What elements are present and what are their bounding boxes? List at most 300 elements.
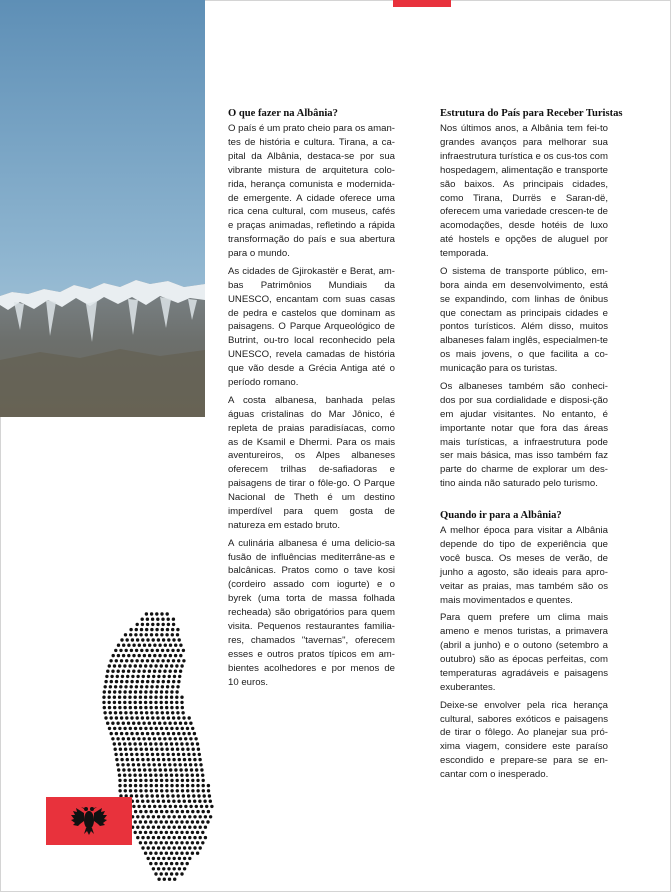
map-dot [117, 644, 120, 647]
map-dot [171, 794, 174, 797]
map-dot [157, 800, 160, 803]
map-dot [197, 748, 200, 751]
map-dot [179, 737, 182, 740]
map-dot [144, 831, 147, 834]
map-dot [150, 685, 153, 688]
map-dot [154, 831, 157, 834]
map-dot [159, 742, 162, 745]
map-dot [148, 805, 151, 808]
map-dot [149, 841, 152, 844]
map-dot [202, 784, 205, 787]
map-dot [160, 706, 163, 709]
map-dot [125, 659, 128, 662]
map-dot [141, 716, 144, 719]
map-dot [142, 722, 145, 725]
map-dot [175, 727, 178, 730]
map-dot [141, 623, 144, 626]
map-dot [166, 753, 169, 756]
map-dot [183, 846, 186, 849]
map-dot [118, 727, 121, 730]
map-dot [179, 722, 182, 725]
map-dot [175, 841, 178, 844]
map-dot [122, 722, 125, 725]
map-dot [155, 690, 158, 693]
map-dot [131, 638, 134, 641]
map-dot [164, 644, 167, 647]
map-dot [125, 716, 128, 719]
map-dot [106, 670, 109, 673]
section-heading-infrastructure: Estrutura do País para Receber Turistas [440, 108, 623, 119]
map-dot [126, 675, 129, 678]
map-dot [104, 716, 107, 719]
map-dot [165, 831, 168, 834]
map-dot [147, 763, 150, 766]
map-dot [180, 841, 183, 844]
map-dot [149, 727, 152, 730]
map-dot [149, 690, 152, 693]
map-dot [122, 670, 125, 673]
map-dot [141, 836, 144, 839]
map-dot [174, 737, 177, 740]
map-dot [128, 742, 131, 745]
map-dot [165, 742, 168, 745]
map-dot [155, 810, 158, 813]
map-dot [154, 820, 157, 823]
map-dot [191, 779, 194, 782]
map-dot [172, 659, 175, 662]
map-dot [189, 722, 192, 725]
map-dot [172, 618, 175, 621]
map-dot [162, 638, 165, 641]
map-dot [122, 737, 125, 740]
map-dot [181, 789, 184, 792]
map-dot [144, 841, 147, 844]
map-dot [137, 737, 140, 740]
map-dot [188, 836, 191, 839]
map-dot [198, 758, 201, 761]
map-dot [166, 685, 169, 688]
map-dot [146, 638, 149, 641]
map-dot [154, 701, 157, 704]
map-dot [204, 826, 207, 829]
map-dot [191, 841, 194, 844]
map-dot [179, 644, 182, 647]
map-dot [136, 716, 139, 719]
map-dot [196, 820, 199, 823]
map-dot [173, 836, 176, 839]
map-dot [129, 711, 132, 714]
map-dot [122, 654, 125, 657]
paragraph: Deixe-se envolver pela rica herança cultural, sabores exóticos e paisagens de tirar o fôlego. Ao planejar sua pró-xima viagem, considere este paraíso escondido e prepare-se para se en-cantar com o inesperado. [440, 699, 608, 781]
map-dot [139, 701, 142, 704]
map-dot [154, 872, 157, 875]
map-dot [181, 810, 184, 813]
map-dot [168, 878, 171, 881]
map-dot [139, 831, 142, 834]
map-dot [142, 737, 145, 740]
map-dot [175, 820, 178, 823]
map-dot [171, 685, 174, 688]
map-dot [123, 727, 126, 730]
map-dot [171, 628, 174, 631]
map-dot [183, 815, 186, 818]
map-dot [115, 659, 118, 662]
map-dot [161, 628, 164, 631]
map-dot [162, 857, 165, 860]
map-dot [152, 867, 155, 870]
map-dot [177, 794, 180, 797]
map-dot [134, 784, 137, 787]
map-dot [139, 841, 142, 844]
map-dot [113, 690, 116, 693]
map-dot [146, 753, 149, 756]
map-dot [154, 852, 157, 855]
map-dot [188, 826, 191, 829]
map-dot [181, 748, 184, 751]
map-dot [193, 846, 196, 849]
map-dot [157, 867, 160, 870]
map-dot [156, 680, 159, 683]
map-dot [160, 862, 163, 865]
map-dot [155, 706, 158, 709]
map-dot [198, 800, 201, 803]
map-dot [141, 680, 144, 683]
map-dot [135, 685, 138, 688]
map-dot [135, 649, 138, 652]
map-dot [124, 633, 127, 636]
map-dot [193, 826, 196, 829]
map-dot [154, 696, 157, 699]
map-dot [184, 722, 187, 725]
map-dot [179, 768, 182, 771]
map-dot [161, 649, 164, 652]
map-dot [115, 758, 118, 761]
map-dot [204, 836, 207, 839]
map-dot [153, 654, 156, 657]
map-dot [169, 654, 172, 657]
map-dot [139, 774, 142, 777]
map-dot [155, 711, 158, 714]
map-dot [135, 711, 138, 714]
map-dot [139, 784, 142, 787]
map-dot [152, 758, 155, 761]
map-dot [155, 789, 158, 792]
map-dot [160, 664, 163, 667]
map-dot [158, 670, 161, 673]
map-dot [167, 638, 170, 641]
map-dot [134, 810, 137, 813]
map-dot [120, 732, 123, 735]
map-dot [165, 727, 168, 730]
map-dot [122, 768, 125, 771]
map-dot [177, 649, 180, 652]
map-dot [186, 779, 189, 782]
map-dot [207, 789, 210, 792]
map-dot [118, 690, 121, 693]
map-dot [157, 675, 160, 678]
map-dot [115, 680, 118, 683]
map-dot [193, 758, 196, 761]
map-dot [167, 680, 170, 683]
map-dot [149, 862, 152, 865]
map-dot [166, 711, 169, 714]
map-dot [139, 706, 142, 709]
map-dot [127, 737, 130, 740]
map-dot [119, 685, 122, 688]
map-dot [206, 820, 209, 823]
map-dot [124, 711, 127, 714]
map-dot [114, 753, 117, 756]
map-dot [201, 774, 204, 777]
map-dot [123, 690, 126, 693]
map-dot [146, 680, 149, 683]
map-dot [171, 748, 174, 751]
map-dot [132, 722, 135, 725]
albania-flag [46, 797, 132, 845]
map-dot [182, 794, 185, 797]
map-dot [183, 758, 186, 761]
map-dot [134, 727, 137, 730]
map-dot [151, 659, 154, 662]
map-dot [152, 815, 155, 818]
map-dot [165, 841, 168, 844]
map-dot [209, 815, 212, 818]
map-dot [136, 675, 139, 678]
map-dot [149, 742, 152, 745]
map-dot [165, 784, 168, 787]
map-dot [144, 701, 147, 704]
map-dot [180, 664, 183, 667]
map-dot [162, 846, 165, 849]
map-dot [134, 748, 137, 751]
map-dot [123, 696, 126, 699]
map-dot [179, 670, 182, 673]
map-dot [153, 737, 156, 740]
map-dot [196, 831, 199, 834]
map-dot [149, 664, 152, 667]
map-dot [173, 826, 176, 829]
map-dot [174, 670, 177, 673]
map-dot [145, 612, 148, 615]
map-dot [154, 862, 157, 865]
map-dot [170, 789, 173, 792]
map-dot [127, 768, 130, 771]
map-dot [118, 696, 121, 699]
map-dot [180, 742, 183, 745]
map-dot [141, 618, 144, 621]
map-dot [153, 805, 156, 808]
map-dot [183, 867, 186, 870]
map-dot [166, 628, 169, 631]
map-dot [184, 805, 187, 808]
map-dot [136, 836, 139, 839]
map-dot [196, 852, 199, 855]
map-dot [124, 789, 127, 792]
map-dot [163, 737, 166, 740]
map-dot [158, 722, 161, 725]
map-dot [130, 732, 133, 735]
map-dot [136, 732, 139, 735]
map-dot [166, 649, 169, 652]
map-dot [153, 722, 156, 725]
map-dot [183, 800, 186, 803]
map-dot [150, 628, 153, 631]
map-dot [147, 826, 150, 829]
map-dot [177, 732, 180, 735]
map-dot [165, 779, 168, 782]
map-dot [134, 664, 137, 667]
map-dot [149, 774, 152, 777]
map-dot [175, 872, 178, 875]
map-dot [113, 706, 116, 709]
map-dot [188, 815, 191, 818]
map-dot [177, 680, 180, 683]
map-dot [150, 784, 153, 787]
map-dot [167, 826, 170, 829]
map-dot [186, 862, 189, 865]
map-dot [132, 670, 135, 673]
map-dot [149, 820, 152, 823]
map-dot [108, 664, 111, 667]
map-dot [161, 794, 164, 797]
map-dot [120, 659, 123, 662]
map-dot [143, 644, 146, 647]
map-dot [195, 768, 198, 771]
map-dot [181, 706, 184, 709]
map-dot [199, 763, 202, 766]
map-dot [189, 763, 192, 766]
map-dot [160, 748, 163, 751]
map-dot [149, 706, 152, 709]
map-dot [129, 789, 132, 792]
map-dot [180, 696, 183, 699]
map-dot [196, 810, 199, 813]
map-dot [194, 763, 197, 766]
map-dot [191, 852, 194, 855]
map-dot [186, 727, 189, 730]
map-dot [127, 654, 130, 657]
map-dot [167, 732, 170, 735]
map-dot [160, 784, 163, 787]
map-dot [157, 826, 160, 829]
map-dot [164, 654, 167, 657]
map-dot [125, 732, 128, 735]
map-dot [136, 815, 139, 818]
paragraph: O sistema de transporte público, em-bora ainda em desenvolvimento, está se expandindo, com linhas de ônibus que conectam as principais cidades e pontos turísticos. Além disso, muitos albaneses falam inglês, especialmen-te os mais jovens, o que facilita a co-municação para os turistas. [440, 265, 608, 375]
map-dot [144, 852, 147, 855]
map-dot [136, 758, 139, 761]
map-dot [130, 685, 133, 688]
map-dot [188, 846, 191, 849]
map-dot [143, 805, 146, 808]
map-dot [137, 722, 140, 725]
map-dot [173, 763, 176, 766]
map-dot [175, 696, 178, 699]
map-dot [183, 857, 186, 860]
map-dot [196, 742, 199, 745]
map-dot [125, 753, 128, 756]
map-dot [121, 763, 124, 766]
map-dot [113, 701, 116, 704]
map-dot [175, 701, 178, 704]
map-dot [110, 732, 113, 735]
map-dot [202, 810, 205, 813]
map-dot [145, 633, 148, 636]
map-dot [140, 649, 143, 652]
map-dot [121, 675, 124, 678]
map-dot [108, 727, 111, 730]
map-dot [188, 758, 191, 761]
map-dot [152, 675, 155, 678]
map-dot [118, 664, 121, 667]
map-dot [140, 711, 143, 714]
map-dot [134, 701, 137, 704]
map-dot [153, 670, 156, 673]
map-dot [144, 690, 147, 693]
map-dot [162, 680, 165, 683]
map-dot [157, 758, 160, 761]
map-dot [175, 664, 178, 667]
map-dot [120, 638, 123, 641]
map-dot [145, 711, 148, 714]
map-dot [120, 716, 123, 719]
map-dot [207, 810, 210, 813]
map-dot [197, 794, 200, 797]
map-dot [158, 737, 161, 740]
map-dot [151, 649, 154, 652]
map-dot [141, 732, 144, 735]
map-dot [111, 737, 114, 740]
map-dot [117, 768, 120, 771]
map-dot [151, 618, 154, 621]
map-dot [134, 633, 137, 636]
map-dot [129, 748, 132, 751]
map-dot [199, 815, 202, 818]
map-dot [170, 742, 173, 745]
map-dot [122, 644, 125, 647]
red-accent-tab [393, 0, 451, 7]
map-dot [137, 763, 140, 766]
map-dot [145, 628, 148, 631]
paragraph: As cidades de Gjirokastër e Berat, am-bas Patrimônios Mundiais da UNESCO, encantam com suas casas de pedra e castelos que dominam as paisagens. O Parque Arqueológico de Butrint, ou-tro local reconhecido pela UNESCO, revela camadas de história que vão desde a Grécia Antiga até o período romano. [228, 265, 395, 389]
map-dot [152, 846, 155, 849]
map-dot [109, 659, 112, 662]
map-dot [135, 628, 138, 631]
map-dot [105, 675, 108, 678]
map-dot [182, 659, 185, 662]
map-dot [150, 779, 153, 782]
map-dot [173, 878, 176, 881]
map-dot [175, 852, 178, 855]
map-dot [170, 862, 173, 865]
map-dot [111, 670, 114, 673]
map-dot [152, 826, 155, 829]
map-dot [117, 670, 120, 673]
map-dot [117, 654, 120, 657]
map-dot [199, 846, 202, 849]
map-dot [108, 706, 111, 709]
article-column-2 [440, 107, 623, 786]
map-dot [152, 857, 155, 860]
map-dot [156, 794, 159, 797]
map-dot [103, 711, 106, 714]
map-dot [170, 831, 173, 834]
map-dot [180, 872, 183, 875]
map-dot [168, 722, 171, 725]
paragraph: Para quem prefere um clima mais ameno e menos turistas, a primavera (abril a junho) e o outono (setembro a outubro) são as épocas perfeitas, com temperaturas agradáveis e paisagens exuberantes. [440, 612, 608, 693]
map-dot [136, 800, 139, 803]
map-dot [150, 789, 153, 792]
